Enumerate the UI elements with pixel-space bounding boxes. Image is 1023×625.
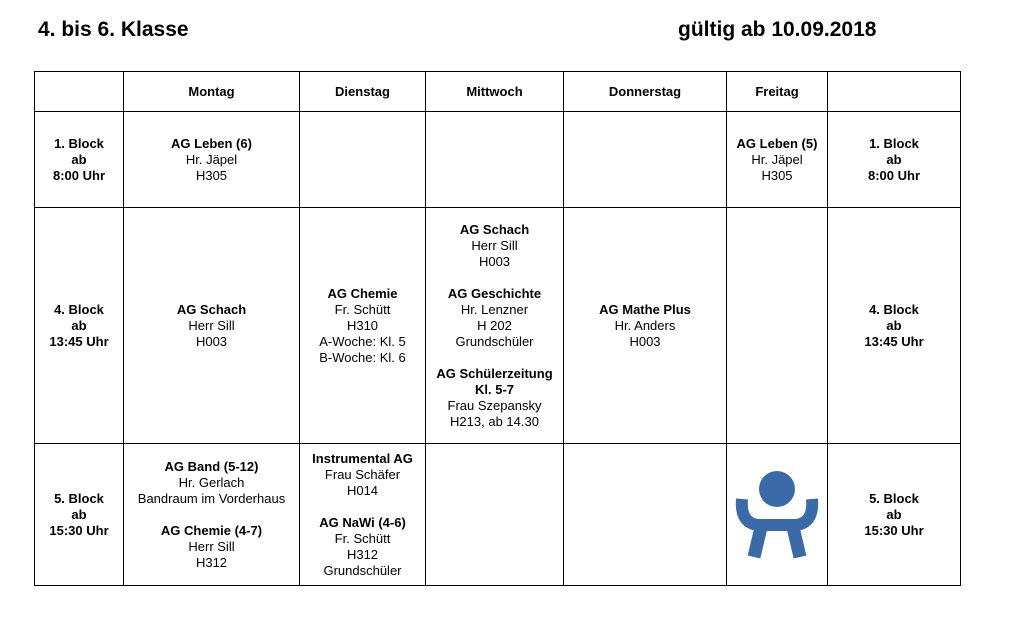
day-header-friday: Freitag	[727, 72, 828, 112]
cell-b1-monday	[124, 112, 300, 208]
course-teacher: Hr. Jäpel	[751, 151, 803, 167]
header-row	[35, 72, 961, 112]
block-label-1-right	[828, 112, 961, 208]
block-label-4	[35, 208, 124, 444]
course-teacher: Herr Sill	[471, 237, 518, 253]
course-title: AG Schach	[176, 301, 247, 317]
course-room: H213, ab 14.30	[450, 413, 539, 429]
course-room: H305	[195, 167, 228, 183]
course-teacher: Frau Szepansky	[447, 397, 542, 413]
cell-b5-friday	[727, 444, 828, 586]
block-label-1	[35, 112, 124, 208]
block-label-4-right	[828, 208, 961, 444]
cell-b4-thursday	[564, 208, 727, 444]
course-room: Bandraum im Vorderhaus	[137, 490, 286, 506]
block-ab: ab	[886, 317, 902, 333]
cell-b1-wednesday	[426, 112, 564, 208]
cell-b1-tuesday	[300, 112, 426, 208]
block-label-5	[35, 444, 124, 586]
course-room: H 202	[477, 317, 512, 333]
course-title: AG Band (5-12)	[164, 458, 259, 474]
block-name: 1. Block	[869, 135, 919, 151]
course-title: AG Mathe Plus	[599, 301, 691, 317]
cell-b5-wednesday	[426, 444, 564, 586]
spacer	[428, 350, 561, 366]
course-room: H003	[478, 253, 511, 269]
cell-b1-friday	[727, 112, 828, 208]
block-name: 4. Block	[869, 301, 919, 317]
course-note: Grundschüler	[323, 562, 402, 578]
block-time: 15:30 Uhr	[864, 522, 924, 538]
valid-from-date: gültig ab 10.09.2018	[678, 18, 877, 41]
timetable	[34, 71, 961, 586]
block-time: 13:45 Uhr	[49, 333, 109, 349]
spacer	[428, 270, 561, 286]
course-title: AG Schach	[459, 221, 530, 237]
course-room: H312	[346, 546, 379, 562]
course-title: Instrumental AG	[312, 450, 413, 466]
block-name: 5. Block	[869, 490, 919, 506]
block-time: 13:45 Uhr	[864, 333, 924, 349]
course-note: Grundschüler	[455, 333, 534, 349]
course-title: AG Chemie (4-7)	[160, 522, 263, 538]
block-row-4	[35, 208, 961, 444]
day-header-tuesday: Dienstag	[300, 72, 426, 112]
course-teacher: Herr Sill	[188, 317, 235, 333]
day-header-monday: Montag	[124, 72, 300, 112]
block-row-1	[35, 112, 961, 208]
block-label-5-right	[828, 444, 961, 586]
course-room: H312	[195, 554, 228, 570]
course-teacher: Fr. Schütt	[334, 530, 391, 546]
cell-b5-monday	[124, 444, 300, 586]
course-teacher: Frau Schäfer	[324, 466, 401, 482]
block-ab: ab	[71, 317, 87, 333]
cell-b5-thursday	[564, 444, 727, 586]
block-ab: ab	[886, 151, 902, 167]
school-mascot-logo-icon	[732, 467, 822, 563]
block-row-5	[35, 444, 961, 586]
block-time: 8:00 Uhr	[52, 167, 106, 183]
course-teacher: Hr. Lenzner	[460, 301, 529, 317]
course-note: A-Woche: Kl. 5	[319, 333, 406, 349]
page-title: 4. bis 6. Klasse	[38, 18, 189, 41]
day-header-thursday: Donnerstag	[564, 72, 727, 112]
course-room: H305	[761, 167, 793, 183]
course-room: H003	[629, 333, 661, 349]
cell-b4-wednesday	[426, 208, 564, 444]
cell-b4-tuesday	[300, 208, 426, 444]
block-ab: ab	[886, 506, 902, 522]
cell-b5-tuesday	[300, 444, 426, 586]
course-room: H003	[195, 333, 228, 349]
course-title: AG NaWi (4-6)	[319, 514, 406, 530]
course-teacher: Hr. Jäpel	[185, 151, 238, 167]
course-teacher: Hr. Gerlach	[178, 474, 245, 490]
cell-b1-thursday	[564, 112, 727, 208]
corner-cell	[35, 72, 124, 112]
course-teacher: Fr. Schütt	[334, 301, 391, 317]
spacer	[302, 499, 423, 515]
corner-cell-right	[828, 72, 961, 112]
course-note: B-Woche: Kl. 6	[319, 349, 406, 365]
course-teacher: Hr. Anders	[614, 317, 676, 333]
course-title-line2: Kl. 5-7	[474, 381, 514, 397]
course-title: AG Leben (6)	[171, 135, 252, 151]
course-title: AG Schülerzeitung	[436, 365, 553, 381]
block-ab: ab	[71, 151, 87, 167]
course-title: AG Geschichte	[447, 285, 542, 301]
block-ab: ab	[71, 506, 87, 522]
block-name: 5. Block	[54, 490, 104, 506]
course-title: AG Leben (5)	[736, 135, 818, 151]
day-header-wednesday: Mittwoch	[426, 72, 564, 112]
spacer	[126, 507, 297, 523]
block-name: 4. Block	[54, 301, 104, 317]
course-teacher: Herr Sill	[188, 538, 235, 554]
block-name: 1. Block	[54, 135, 104, 151]
course-title: AG Chemie	[327, 285, 398, 301]
block-time: 15:30 Uhr	[49, 522, 109, 538]
course-room: H310	[346, 317, 379, 333]
cell-b4-monday	[124, 208, 300, 444]
block-time: 8:00 Uhr	[867, 167, 921, 183]
cell-b4-friday	[727, 208, 828, 444]
course-room: H014	[346, 482, 379, 498]
